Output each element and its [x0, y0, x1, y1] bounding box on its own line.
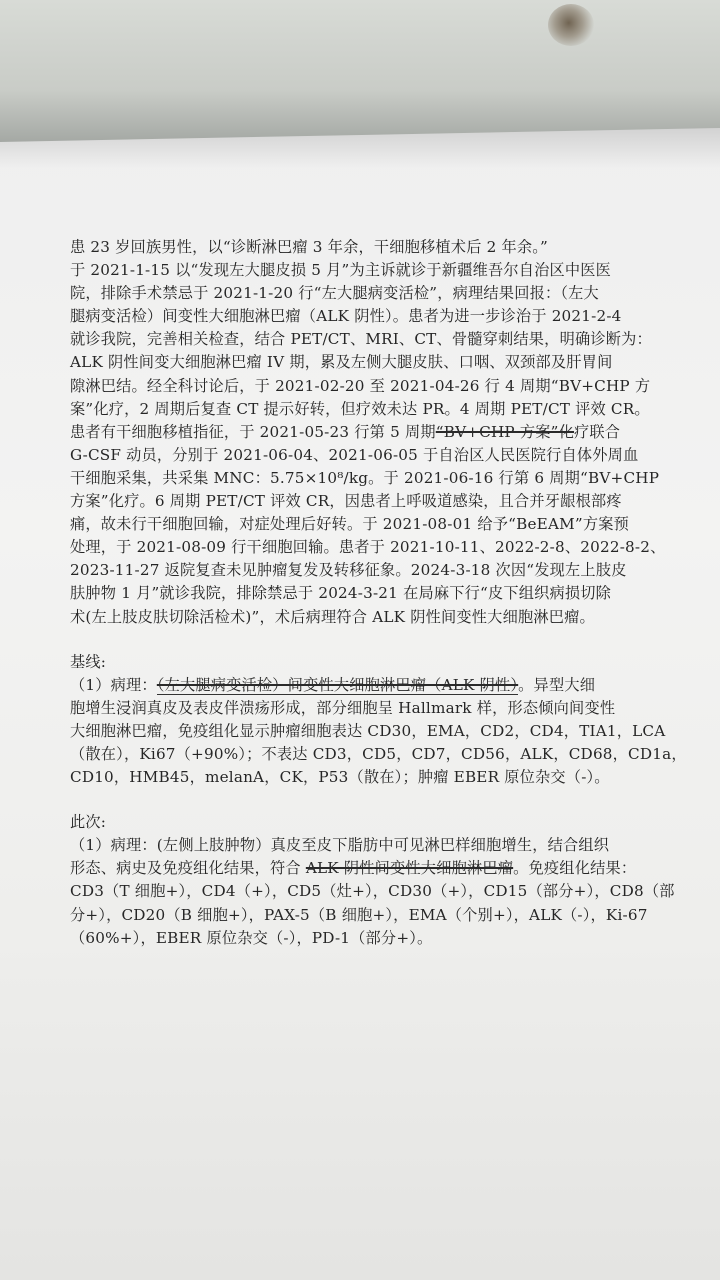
text-line: CD10，HMB45，melanA，CK，P53（散在）；肿瘤 EBER 原位杂交（-）。 [70, 768, 610, 787]
text-line: 腿病变活检）间变性大细胞淋巴瘤（ALK 阴性）。患者为进一步诊治于 2021-2-4 [70, 307, 622, 326]
text-segment: 疗联合 [574, 422, 621, 441]
struck-text: “BV+CHP 方案”化 [435, 422, 575, 441]
text-segment: 。异型大细 [518, 675, 596, 694]
text-line: 院，排除手术禁忌于 2021-1-20 行“左大腿病变活检”，病理结果回报：（左大 [70, 284, 599, 303]
text-line: 于 2021-1-15 以“发现左大腿皮损 5 月”为主诉就诊于新疆维吾尔自治区中医医 [70, 261, 612, 280]
text-line: 干细胞采集，共采集 MNC：5.75×10⁸/kg。于 2021-06-16 行第 6 周期“BV+CHP [70, 468, 660, 487]
section-heading: 此次: [70, 813, 107, 832]
baseline-section [70, 651, 690, 790]
text-line: （1）病理：(左侧上肢肿物）真皮至皮下脂肪中可见淋巴样细胞增生，结合组织 [70, 836, 610, 855]
text-line: 处理，于 2021-08-09 行干细胞回输。患者于 2021-10-11、2022-2-8、2022-8-2、 [70, 538, 666, 557]
text-line: 术(左上肢皮肤切除活检术)”，术后病理符合 ALK 阴性间变性大细胞淋巴瘤。 [70, 607, 595, 626]
text-line: CD3（T 细胞+），CD4（+），CD5（灶+），CD30（+），CD15（部分+），CD8（部 [70, 882, 675, 901]
text-line: （60%+），EBER 原位杂交（-），PD-1（部分+）。 [70, 928, 433, 947]
background-wall [0, 0, 720, 150]
text-segment: （1）病理： [70, 675, 157, 694]
text-line: G-CSF 动员，分别于 2021-06-04、2021-06-05 于自治区人民医院行自体外周血 [70, 445, 639, 464]
wall-stain [548, 4, 594, 46]
text-line: 患 23 岁回族男性，以“诊断淋巴瘤 3 年余，干细胞移植术后 2 年余。” [70, 238, 549, 256]
text-line: 就诊我院，完善相关检查，结合 PET/CT、MRI、CT、骨髓穿刺结果，明确诊断为： [70, 330, 652, 349]
case-history-paragraph [70, 236, 690, 629]
text-line: 痛，故未行干细胞回输，对症处理后好转。于 2021-08-01 给予“BeEAM”方案预 [70, 515, 629, 534]
text-line: （散在），Ki67（+90%）；不表达 CD3，CD5，CD7，CD56，ALK，CD68，CD1a， [70, 744, 687, 763]
text-line: 案”化疗，2 周期后复查 CT 提示好转，但疗效未达 PR。4 周期 PET/CT 评效 CR。 [70, 399, 650, 418]
text-line: 2023-11-27 返院复查未见肿瘤复发及转移征象。2024-3-18 次因“发现左上肢皮 [70, 561, 627, 580]
text-line: 胞增生浸润真皮及表皮伴溃疡形成，部分细胞呈 Hallmark 样，形态倾向间变性 [70, 698, 616, 717]
text-line: ALK 阴性间变大细胞淋巴瘤 IV 期，累及左侧大腿皮肤、口咽、双颈部及肝胃间 [70, 353, 613, 372]
text-segment: 患者有干细胞移植指征，于 2021-05-23 行第 5 周期 [70, 422, 436, 441]
text-segment: 。免疫组化结果： [513, 859, 637, 878]
struck-text: （左大腿病变活检）间变性大细胞淋巴瘤（ALK 阴性） [156, 675, 519, 694]
current-section [70, 811, 690, 950]
text-line: 大细胞淋巴瘤，免疫组化显示肿瘤细胞表达 CD30，EMA，CD2，CD4，TIA1，LCA [70, 721, 666, 740]
text-line [70, 421, 690, 444]
text-segment: 形态、病史及免疫组化结果，符合 [70, 859, 306, 878]
text-line: 分+），CD20（B 细胞+），PAX-5（B 细胞+），EMA（个别+），ALK（-），Ki-67 [70, 905, 648, 924]
text-line: 隙淋巴结。经全科讨论后，于 2021-02-20 至 2021-04-26 行 4 周期“BV+CHP 方 [70, 376, 651, 395]
medical-record-text [70, 236, 690, 950]
struck-text: ALK 阴性间变性大细胞淋巴瘤 [305, 859, 514, 878]
text-line: 方案”化疗。6 周期 PET/CT 评效 CR，因患者上呼吸道感染，且合并牙龈根部疼 [70, 492, 622, 511]
section-heading: 基线: [70, 652, 107, 671]
text-line: 肤肿物 1 月”就诊我院，排除禁忌于 2024-3-21 在局麻下行“皮下组织病损切除 [70, 584, 612, 603]
text-line [70, 857, 690, 880]
text-line [70, 674, 690, 697]
